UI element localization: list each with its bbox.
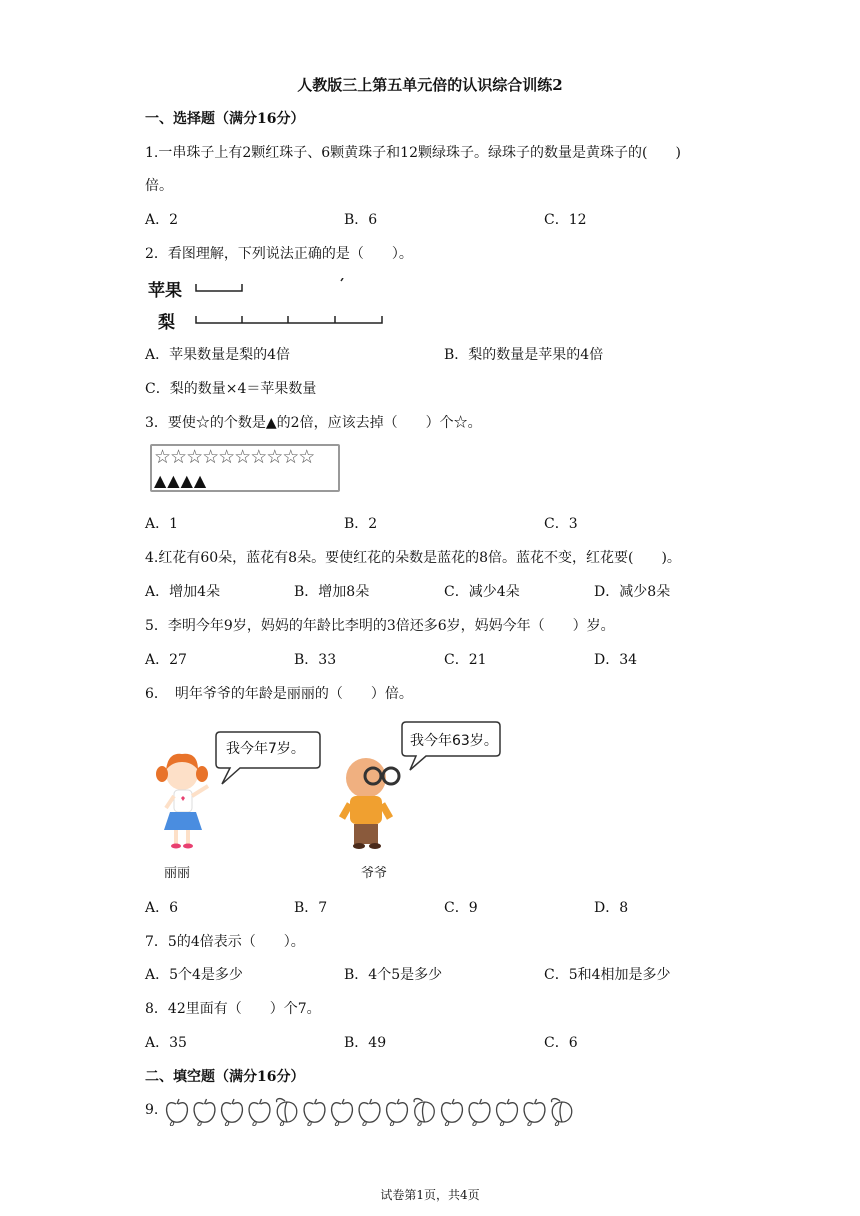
grandpa-name-label: 爷爷	[361, 866, 388, 881]
section-heading-fill: 二、填空题（满分16分）	[145, 1069, 305, 1085]
girl-bubble-text: 我今年7岁。	[226, 741, 305, 757]
question-1-option-a[interactable]: A．2	[145, 212, 179, 228]
question-4-option-a[interactable]: A．增加4朵	[145, 584, 221, 600]
apple-icon	[387, 1099, 408, 1126]
apple-icon	[359, 1099, 380, 1126]
question-6-text: 6． 明年爷爷的年龄是丽丽的（ ）倍。	[145, 686, 413, 702]
question-2-option-b[interactable]: B．梨的数量是苹果的4倍	[444, 347, 604, 363]
star-row: ☆☆☆☆☆☆☆☆☆☆	[154, 446, 315, 468]
page-footer: 试卷第1页，共4页	[380, 1188, 480, 1202]
question-4-option-b[interactable]: B．增加8朵	[294, 584, 370, 600]
question-7-option-c[interactable]: C．5和4相加是多少	[544, 967, 671, 983]
question-5-text: 5．李明今年9岁，妈妈的年龄比李明的3倍还多6岁，妈妈今年（ ）岁。	[145, 618, 615, 634]
pear-segments	[196, 316, 382, 323]
question-1-text-cont: 倍。	[145, 178, 173, 194]
question-8-option-c[interactable]: C．6	[544, 1035, 578, 1051]
question-2-option-c[interactable]: C．梨的数量×4＝苹果数量	[145, 381, 317, 397]
question-7-text: 7．5的4倍表示（ ）。	[145, 934, 305, 950]
girl-figure	[156, 754, 208, 849]
apple-icon	[524, 1099, 545, 1126]
question-2-option-a[interactable]: A．苹果数量是梨的4倍	[145, 347, 291, 363]
pear-label: 梨	[158, 313, 175, 333]
apple-icon	[222, 1099, 243, 1126]
question-1-option-b[interactable]: B．6	[344, 212, 378, 228]
question-5-option-d[interactable]: D．34	[594, 652, 638, 668]
question-1-option-c[interactable]: C．12	[544, 212, 587, 228]
apple-icon	[167, 1099, 188, 1126]
grandpa-bubble-text: 我今年63岁。	[410, 733, 498, 749]
question-3-option-a[interactable]: A．1	[145, 516, 179, 532]
question-6-option-b[interactable]: B．7	[294, 900, 328, 916]
question-5-option-a[interactable]: A．27	[145, 652, 187, 668]
peach-icon	[551, 1099, 571, 1126]
question-6-option-c[interactable]: C．9	[444, 900, 478, 916]
question-9-number: 9.	[145, 1102, 159, 1118]
question-4-option-c[interactable]: C．减少4朵	[444, 584, 520, 600]
question-7-option-a[interactable]: A．5个4是多少	[145, 967, 243, 983]
segment-diagram	[190, 278, 390, 328]
apple-icon	[469, 1099, 490, 1126]
question-6-option-d[interactable]: D．8	[594, 900, 629, 916]
question-8-option-a[interactable]: A．35	[145, 1035, 187, 1051]
peach-icon	[276, 1099, 296, 1126]
grandpa-figure	[342, 758, 399, 849]
apple-icon	[497, 1099, 518, 1126]
question-8-text: 8．42里面有（ ）个7。	[145, 1001, 321, 1017]
question-4-option-d[interactable]: D．减少8朵	[594, 584, 671, 600]
question-5-option-c[interactable]: C．21	[444, 652, 487, 668]
ages-illustration	[148, 712, 508, 880]
stray-mark	[341, 278, 343, 281]
triangle-row: ▲▲▲▲	[154, 471, 208, 490]
question-7-option-b[interactable]: B．4个5是多少	[344, 967, 443, 983]
apple-segment	[196, 284, 242, 291]
girl-name-label: 丽丽	[164, 866, 191, 881]
question-1-text: 1.一串珠子上有2颗红珠子、6颗黄珠子和12颗绿珠子。绿珠子的数量是黄珠子的( )	[145, 145, 681, 161]
question-3-option-b[interactable]: B．2	[344, 516, 378, 532]
apple-icon	[442, 1099, 463, 1126]
apple-label: 苹果	[148, 281, 182, 301]
question-3-text: 3．要使☆的个数是▲的2倍，应该去掉（ ）个☆。	[145, 415, 482, 431]
apple-icon	[194, 1099, 215, 1126]
peach-icon	[414, 1099, 434, 1126]
apple-icon	[332, 1099, 353, 1126]
question-6-option-a[interactable]: A．6	[145, 900, 179, 916]
fruit-row	[164, 1096, 594, 1126]
question-2-text: 2．看图理解，下列说法正确的是（ ）。	[145, 246, 413, 262]
question-3-option-c[interactable]: C．3	[544, 516, 578, 532]
section-heading-choice: 一、选择题（满分16分）	[145, 111, 305, 127]
question-5-option-b[interactable]: B．33	[294, 652, 337, 668]
apple-icon	[304, 1099, 325, 1126]
question-8-option-b[interactable]: B．49	[344, 1035, 387, 1051]
page-title: 人教版三上第五单元倍的认识综合训练2	[297, 76, 563, 94]
apple-icon	[249, 1099, 270, 1126]
question-4-text: 4.红花有60朵，蓝花有8朵。要使红花的朵数是蓝花的8倍。蓝花不变，红花要( )。	[145, 550, 681, 566]
